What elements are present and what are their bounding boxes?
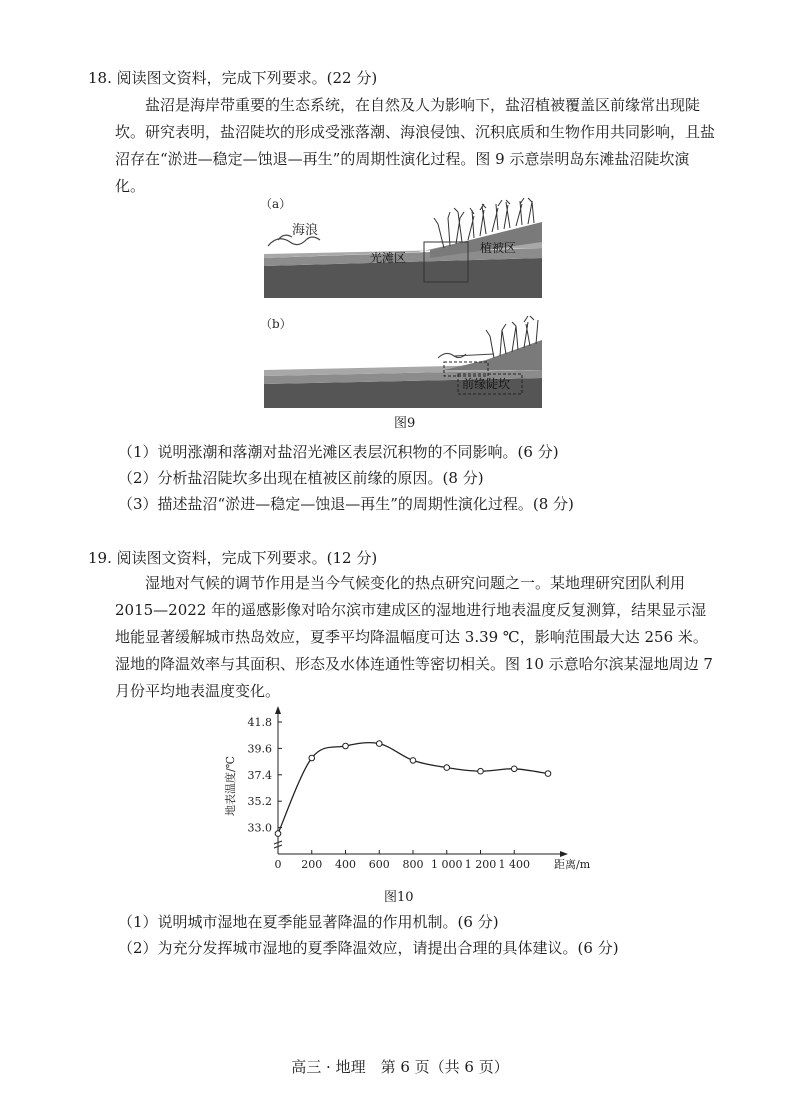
figure-9-caption: 图9 [394, 416, 416, 431]
y-tick-label: 41.8 [247, 716, 272, 729]
y-axis-arrow [275, 706, 281, 714]
y-tick-label: 39.6 [247, 742, 272, 756]
panel-b-label: （b） [260, 317, 292, 331]
q18-question-1: （1）说明涨潮和落潮对盐沼光滩区表层沉积物的不同影响。(6 分) [118, 443, 559, 461]
y-tick-label: 33.0 [247, 821, 272, 835]
y-tick-label: 37.4 [247, 768, 272, 782]
x-tick-label: 800 [402, 858, 424, 871]
data-point [511, 766, 517, 772]
y-tick-label: 35.2 [247, 795, 272, 809]
q19-title: 19. 阅读图文资料，完成下列要求。(12 分) [88, 549, 378, 567]
figure-10-caption: 图10 [384, 890, 414, 905]
x-tick-label: 1 000 [431, 858, 463, 871]
x-axis-label: 距离/m [554, 858, 591, 871]
panel-a-wave-label: 海浪 [292, 223, 319, 238]
q19-paragraph: 湿地对气候的调节作用是当今气候变化的热点研究问题之一。某地理研究团队利用 2015—2022 年的遥感影像对哈尔滨市建成区的湿地进行地表温度反复测算，结果显示湿地能显著缓解城市热岛效应，夏季平均降温幅度可达 3.39 ℃，影响范围最大达 256 米。湿地的降温效率与其面积、形态及水体连通性等密切相关。图 10 示意哈尔滨某湿地周边 7 月份平均地表温度变化。 [115, 574, 713, 700]
data-point [545, 771, 551, 777]
data-point [376, 741, 382, 747]
q18-question-3: （3）描述盐沼“淤进—稳定—蚀退—再生”的周期性演化过程。(8 分) [118, 495, 574, 513]
x-tick-label: 600 [368, 858, 390, 871]
q19-question-2: （2）为充分发挥城市湿地的夏季降温效应，请提出合理的具体建议。(6 分) [118, 939, 619, 957]
data-point [309, 755, 315, 761]
figure-9 [258, 194, 548, 414]
x-axis-arrow [560, 851, 568, 857]
panel-a-vegetation-label: 植被区 [480, 241, 517, 255]
panel-a-bare-flat-label: 光滩区 [370, 251, 407, 265]
data-point [343, 743, 349, 749]
x-tick-label: 400 [335, 858, 356, 871]
panel-b-wave-icon [438, 353, 494, 358]
q18-title: 18. 阅读图文资料，完成下列要求。(22 分) [88, 69, 378, 87]
x-tick-label: 1 200 [464, 858, 497, 871]
x-tick-label: 0 [274, 858, 282, 871]
y-axis-label: 地表温度/℃ [224, 755, 237, 817]
x-tick-label: 200 [301, 858, 323, 871]
q19-question-1: （1）说明城市湿地在夏季能显著降温的作用机制。(6 分) [118, 913, 499, 931]
data-point [410, 758, 416, 764]
figure-10-chart [220, 706, 591, 886]
page-footer: 高三 · 地理 第 6 页（共 6 页） [291, 1058, 509, 1076]
x-tick-label: 1 400 [498, 858, 530, 871]
q18-question-2: （2）分析盐沼陡坎多出现在植被区前缘的原因。(8 分) [118, 469, 484, 487]
panel-b-scarp-label: 前缘陡坎 [462, 377, 511, 391]
q18-paragraph: 盐沼是海岸带重要的生态系统，在自然及人为影响下，盐沼植被覆盖区前缘常出现陡坎。研究表明，盐沼陡坎的形成受涨落潮、海浪侵蚀、沉积底质和生物作用共同影响，且盐沼存在“淤进—稳定—蚀退—再生”的周期性演化过程。图 9 示意崇明岛东滩盐沼陡坎演化。 [115, 96, 716, 195]
data-point [444, 765, 450, 771]
panel-a-label: （a） [260, 197, 292, 211]
temperature-series-line [278, 743, 548, 834]
data-point [478, 768, 484, 774]
data-point [275, 831, 281, 837]
